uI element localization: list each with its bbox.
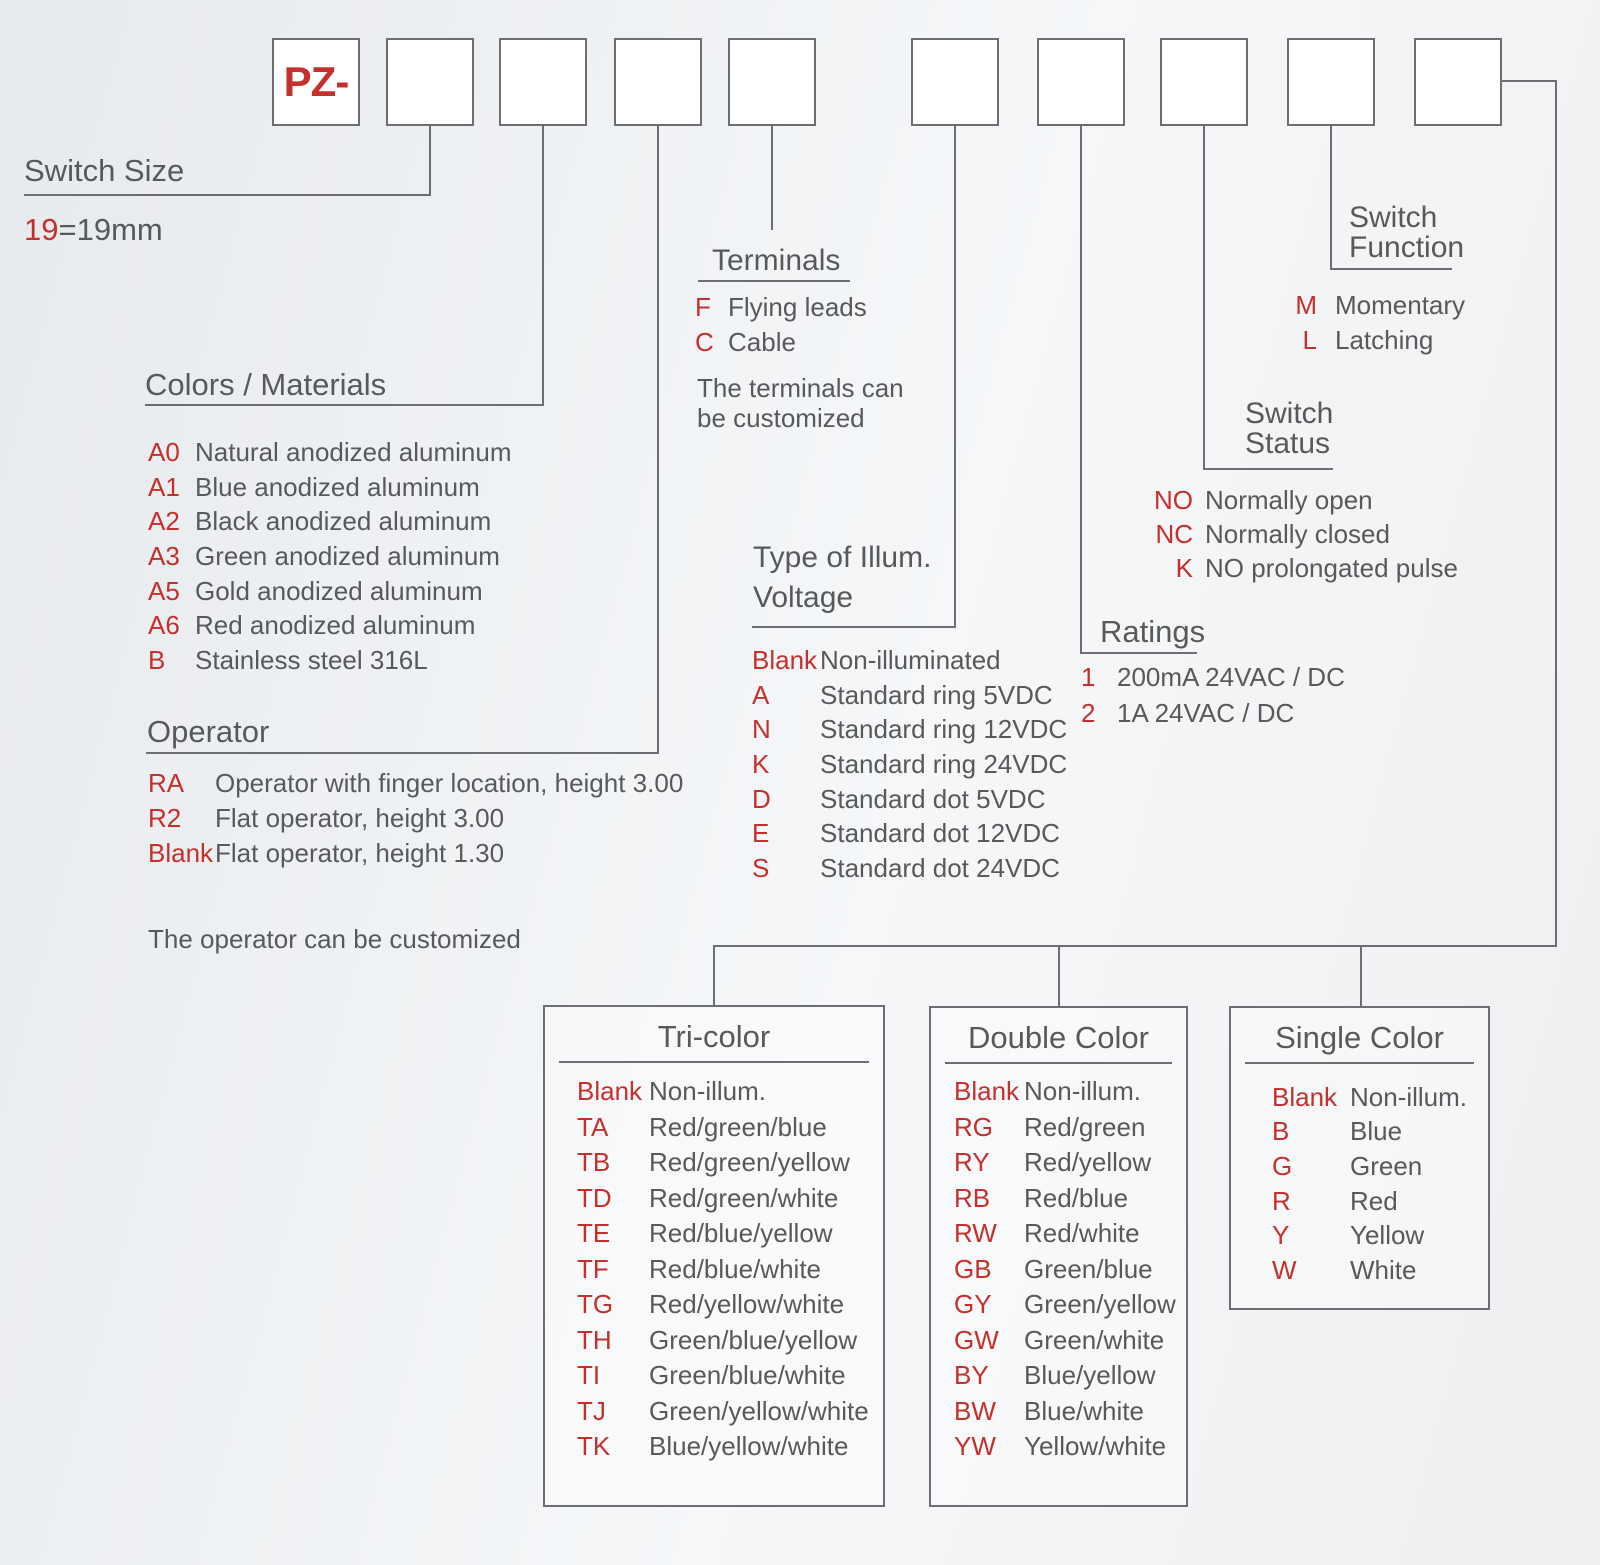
single-color-title: Single Color	[1275, 1020, 1444, 1055]
list-item: A1 Blue anodized aluminum	[148, 471, 480, 502]
list-item: GY Green/yellow	[954, 1289, 1176, 1320]
rule-switch-size	[24, 194, 431, 196]
code-box-illum-color	[1414, 38, 1502, 126]
list-item: TE Red/blue/yellow	[577, 1218, 833, 1249]
list-item: C Cable	[695, 327, 796, 357]
rule-switch-status	[1203, 468, 1333, 470]
list-item: RB Red/blue	[954, 1182, 1129, 1213]
connector-terminals	[771, 126, 773, 230]
list-item: TH Green/blue/yellow	[577, 1324, 858, 1355]
connector-illumination	[954, 126, 956, 628]
code-box-illumination	[911, 38, 999, 126]
illumination-title-line1: Type of Illum.	[753, 541, 932, 574]
code-box-switch-status	[1160, 38, 1248, 126]
list-item: B Blue	[1272, 1116, 1403, 1147]
illumination-title-line2: Voltage	[753, 581, 854, 614]
connector-illum-color-bus	[714, 945, 1557, 947]
list-item: TB Red/green/yellow	[577, 1147, 850, 1178]
operator-note: The operator can be customized	[148, 924, 521, 954]
drop-single-color	[1360, 945, 1362, 1007]
list-item: A3 Green anodized aluminum	[148, 540, 500, 571]
code-box-operator	[614, 38, 702, 126]
list-item: E Standard dot 12VDC	[752, 818, 1060, 849]
list-item: F Flying leads	[695, 292, 867, 322]
tri-color-list	[577, 1074, 869, 1465]
single-color-box	[1229, 1006, 1490, 1310]
rule-ratings	[1080, 652, 1197, 654]
code-box-ratings	[1037, 38, 1125, 126]
double-color-list	[954, 1074, 1176, 1465]
connector-illum-color-right	[1555, 80, 1557, 947]
drop-double-color	[1058, 945, 1060, 1007]
list-item: R Red	[1272, 1185, 1398, 1216]
prefix-label: PZ-	[283, 58, 349, 105]
switch-status-title	[1245, 399, 1333, 459]
list-item: TJ Green/yellow/white	[577, 1395, 869, 1426]
connector-illum-color-top	[1502, 80, 1557, 82]
list-item: Blank Non-illum.	[577, 1076, 767, 1107]
switch-status-title-line2: Status	[1245, 427, 1331, 460]
list-item: NC Normally closed	[1155, 518, 1390, 549]
list-item: A Standard ring 5VDC	[752, 679, 1053, 710]
list-item: YW Yellow/white	[954, 1431, 1167, 1462]
single-color-list	[1272, 1080, 1467, 1288]
list-item: W White	[1272, 1254, 1417, 1285]
list-item: M Momentary	[1295, 290, 1466, 320]
connector-switch-function	[1330, 126, 1332, 270]
terminals-title: Terminals	[712, 244, 841, 277]
terminals-note-line1: The terminals can	[697, 373, 904, 403]
list-item: Blank Non-illum.	[1272, 1081, 1468, 1112]
double-color-title: Double Color	[968, 1020, 1149, 1055]
list-item: B Stainless steel 316L	[148, 644, 428, 675]
list-item: Y Yellow	[1272, 1220, 1425, 1251]
illumination-title	[753, 538, 931, 618]
list-item: R2 Flat operator, height 3.00	[148, 803, 505, 833]
switch-size-desc: =19mm	[58, 212, 163, 247]
list-item: RW Red/white	[954, 1218, 1140, 1249]
code-box-switch-size	[386, 38, 474, 126]
rule-switch-function	[1330, 268, 1452, 270]
tri-color-box	[543, 1005, 885, 1507]
single-color-rule	[1245, 1062, 1474, 1064]
switch-status-list	[1135, 483, 1458, 585]
connector-switch-size	[429, 126, 431, 196]
connector-switch-status	[1203, 126, 1205, 470]
code-box-switch-function	[1287, 38, 1375, 126]
list-item: TA Red/green/blue	[577, 1111, 827, 1142]
list-item: A5 Gold anodized aluminum	[148, 575, 483, 606]
switch-status-title-line1: Switch	[1245, 397, 1334, 430]
list-item: G Green	[1272, 1150, 1423, 1181]
list-item: L Latching	[1302, 325, 1434, 355]
switch-function-list	[1260, 288, 1465, 358]
switch-size-value	[24, 212, 163, 248]
connector-operator	[657, 126, 659, 754]
colors-materials-title: Colors / Materials	[145, 367, 387, 402]
list-item: TD Red/green/white	[577, 1182, 839, 1213]
list-item: Blank Non-illum.	[954, 1076, 1142, 1107]
list-item: TG Red/yellow/white	[577, 1289, 845, 1320]
switch-function-title-line2: Function	[1349, 231, 1465, 264]
operator-title: Operator	[147, 714, 270, 749]
switch-size-code: 19	[24, 212, 59, 247]
list-item: TI Green/blue/white	[577, 1360, 846, 1391]
double-color-rule	[945, 1062, 1172, 1064]
rule-terminals	[698, 280, 850, 282]
list-item: 2 1A 24VAC / DC	[1081, 697, 1295, 728]
operator-list	[148, 766, 683, 871]
colors-materials-list	[148, 435, 512, 678]
list-item: TK Blue/yellow/white	[577, 1431, 849, 1462]
connector-colors	[542, 126, 544, 406]
code-box-colors-materials	[499, 38, 587, 126]
prefix-box	[272, 38, 360, 126]
switch-size-title: Switch Size	[24, 153, 185, 188]
ratings-title: Ratings	[1100, 614, 1206, 649]
connector-ratings	[1080, 126, 1082, 654]
switch-function-title	[1349, 203, 1464, 263]
terminals-note	[697, 374, 904, 433]
code-box-terminals	[728, 38, 816, 126]
list-item: TF Red/blue/white	[577, 1253, 821, 1284]
list-item: NO Normally open	[1154, 484, 1373, 515]
terminals-list	[695, 290, 867, 360]
tri-color-rule	[559, 1061, 869, 1063]
switch-function-title-line1: Switch	[1349, 201, 1438, 234]
list-item: A6 Red anodized aluminum	[148, 610, 476, 641]
list-item: Blank Flat operator, height 1.30	[148, 838, 505, 868]
drop-tri-color	[713, 945, 715, 1006]
list-item: RY Red/yellow	[954, 1147, 1152, 1178]
rule-colors	[145, 404, 544, 406]
illumination-list	[752, 643, 1067, 886]
rule-operator	[146, 752, 659, 754]
list-item: D Standard dot 5VDC	[752, 783, 1046, 814]
terminals-note-line2: be customized	[697, 402, 865, 433]
double-color-box	[929, 1006, 1188, 1507]
list-item: RG Red/green	[954, 1111, 1146, 1142]
rule-illumination	[752, 626, 956, 628]
ratings-list	[1081, 659, 1345, 731]
list-item: BY Blue/yellow	[954, 1360, 1156, 1391]
list-item: GB Green/blue	[954, 1253, 1153, 1284]
list-item: RA Operator with finger location, height 3.00	[148, 768, 684, 798]
list-item: A2 Black anodized aluminum	[148, 506, 492, 537]
list-item: N Standard ring 12VDC	[752, 714, 1068, 745]
list-item: K Standard ring 24VDC	[752, 748, 1068, 779]
list-item: GW Green/white	[954, 1324, 1165, 1355]
list-item: S Standard dot 24VDC	[752, 852, 1060, 883]
list-item: BW Blue/white	[954, 1395, 1144, 1426]
tri-color-title: Tri-color	[657, 1019, 771, 1054]
list-item: K NO prolongated pulse	[1175, 552, 1458, 583]
list-item: 1 200mA 24VAC / DC	[1081, 661, 1345, 692]
list-item: A0 Natural anodized aluminum	[148, 436, 512, 467]
list-item: Blank Non-illuminated	[752, 644, 1001, 675]
